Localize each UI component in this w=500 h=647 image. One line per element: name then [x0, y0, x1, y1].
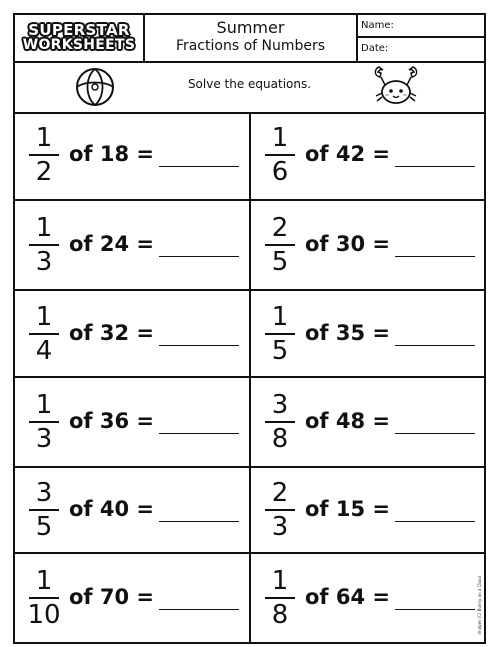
fraction-numerator: 3 — [271, 390, 289, 420]
fraction-bar — [265, 509, 295, 511]
fraction-bar — [265, 244, 295, 246]
fraction-numerator: 2 — [271, 478, 289, 508]
fraction — [263, 566, 297, 630]
expression-text: of 70 = — [69, 585, 155, 609]
fraction-bar — [29, 244, 59, 246]
fraction-denominator: 10 — [27, 600, 61, 630]
crab-icon — [371, 63, 421, 109]
answer-blank[interactable] — [159, 345, 239, 346]
fraction-bar — [29, 597, 59, 599]
fraction-numerator: 1 — [35, 213, 53, 243]
fraction-denominator: 5 — [271, 336, 289, 366]
expression-text: of 42 = — [305, 142, 391, 166]
answer-blank[interactable] — [395, 166, 475, 167]
logo-line-2: WORKSHEETS — [22, 37, 136, 53]
expression-text: of 15 = — [305, 497, 391, 521]
name-field[interactable]: Name: — [358, 15, 484, 38]
expression-text: of 40 = — [69, 497, 155, 521]
answer-blank[interactable] — [159, 433, 239, 434]
image-credit: Images (C) Bunny on a Cloud — [477, 575, 482, 634]
fraction-denominator: 5 — [271, 247, 289, 277]
answer-blank[interactable] — [395, 609, 475, 610]
fraction-denominator: 8 — [271, 600, 289, 630]
fraction-denominator: 2 — [35, 157, 53, 187]
fraction — [27, 123, 61, 187]
problem-cell — [15, 289, 249, 376]
fraction — [263, 302, 297, 366]
fraction-bar — [265, 597, 295, 599]
date-field[interactable]: Date: — [361, 43, 389, 54]
problem-cell — [249, 376, 484, 466]
fraction-bar — [29, 333, 59, 335]
fraction-bar — [29, 154, 59, 156]
answer-blank[interactable] — [395, 256, 475, 257]
worksheet — [13, 13, 486, 644]
answer-blank[interactable] — [159, 166, 239, 167]
fraction-bar — [29, 509, 59, 511]
expression-text: of 48 = — [305, 409, 391, 433]
problem-cell — [249, 112, 484, 199]
expression-text: of 36 = — [69, 409, 155, 433]
fraction-numerator: 1 — [271, 302, 289, 332]
fraction — [27, 478, 61, 542]
logo-line-1: SUPERSTAR — [28, 21, 130, 39]
fraction — [263, 123, 297, 187]
fraction-denominator: 5 — [35, 512, 53, 542]
fraction — [27, 390, 61, 454]
fraction-numerator: 3 — [35, 478, 53, 508]
fraction — [263, 478, 297, 542]
fraction-denominator: 8 — [271, 424, 289, 454]
fraction-numerator: 1 — [35, 123, 53, 153]
fraction-numerator: 2 — [271, 213, 289, 243]
problem-cell — [15, 466, 249, 552]
problem-cell — [249, 199, 484, 289]
problem-grid — [15, 112, 484, 642]
problem-cell — [15, 199, 249, 289]
fraction — [27, 566, 61, 630]
problem-cell — [249, 466, 484, 552]
fraction — [27, 213, 61, 277]
fraction-numerator: 1 — [271, 123, 289, 153]
fraction-numerator: 1 — [35, 302, 53, 332]
fraction-bar — [29, 421, 59, 423]
answer-blank[interactable] — [159, 521, 239, 522]
fraction-denominator: 3 — [35, 424, 53, 454]
problem-cell — [15, 552, 249, 642]
expression-text: of 18 = — [69, 142, 155, 166]
page-subtitle: Fractions of Numbers — [175, 38, 326, 54]
superstar-worksheets-logo — [15, 15, 145, 61]
expression-text: of 30 = — [305, 232, 391, 256]
instruction-band — [15, 61, 484, 114]
problem-cell — [15, 376, 249, 466]
fraction — [27, 302, 61, 366]
fraction-denominator: 3 — [35, 247, 53, 277]
fraction-denominator: 4 — [35, 336, 53, 366]
answer-blank[interactable] — [395, 433, 475, 434]
fraction-bar — [265, 154, 295, 156]
answer-blank[interactable] — [159, 609, 239, 610]
instructions: Solve the equations. — [187, 77, 312, 91]
student-info — [358, 15, 484, 61]
problem-cell — [249, 552, 484, 642]
title-box — [145, 15, 358, 61]
problem-cell — [15, 112, 249, 199]
fraction — [263, 213, 297, 277]
page-title: Summer — [216, 18, 285, 37]
fraction-denominator: 3 — [271, 512, 289, 542]
fraction-numerator: 1 — [35, 390, 53, 420]
answer-blank[interactable] — [395, 521, 475, 522]
answer-blank[interactable] — [159, 256, 239, 257]
problem-cell — [249, 289, 484, 376]
expression-text: of 32 = — [69, 321, 155, 345]
answer-blank[interactable] — [395, 345, 475, 346]
header — [15, 15, 484, 63]
fraction — [263, 390, 297, 454]
fraction-numerator: 1 — [35, 566, 53, 596]
expression-text: of 35 = — [305, 321, 391, 345]
fraction-denominator: 6 — [271, 157, 289, 187]
fraction-numerator: 1 — [271, 566, 289, 596]
fraction-bar — [265, 333, 295, 335]
fraction-bar — [265, 421, 295, 423]
expression-text: of 64 = — [305, 585, 391, 609]
expression-text: of 24 = — [69, 232, 155, 256]
